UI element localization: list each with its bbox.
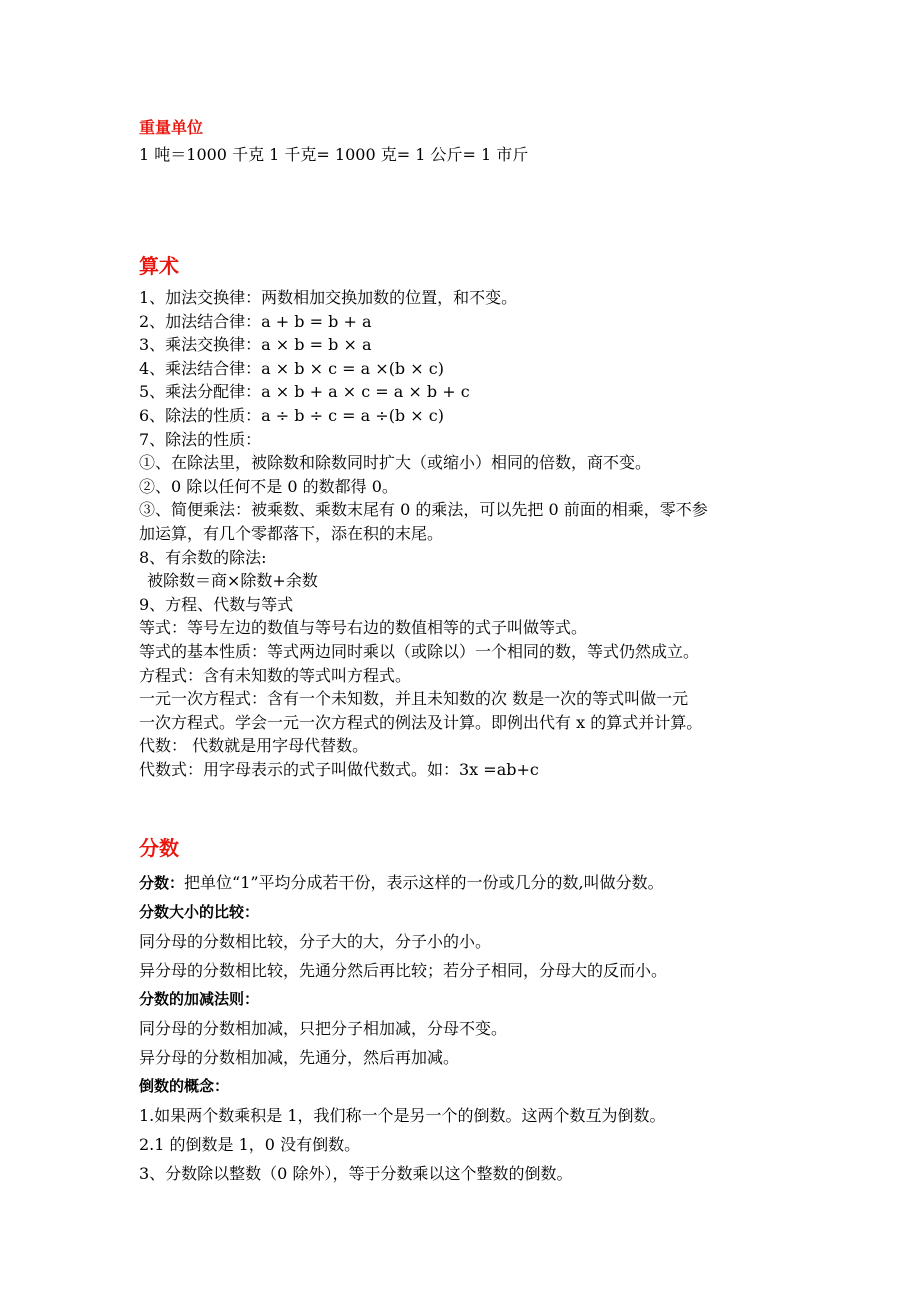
arith-line: 9、方程、代数与等式 (139, 594, 294, 614)
fraction-reciprocal-line: 3、分数除以整数（0 除外），等于分数乘以这个整数的倒数。 (139, 1164, 573, 1183)
fraction-addsub-line: 异分母的分数相加减，先通分，然后再加减。 (139, 1048, 460, 1067)
fraction-reciprocal-line: 1.如果两个数乘积是 1，我们称一个是另一个的倒数。这两个数互为倒数。 (139, 1106, 666, 1125)
arith-line: 1、加法交换律：两数相加交换加数的位置，和不变。 (139, 288, 518, 307)
fraction-compare-heading: 分数大小的比较： (139, 903, 260, 921)
arith-line: ②、0 除以任何不是 0 的数都得 0。 (139, 476, 398, 496)
arith-line: 一次方程式。学会一元一次方程式的例法及计算。即例出代有 x 的算式并计算。 (139, 712, 703, 732)
arith-line: 4、乘法结合律：a × b × c = a ×(b × c) (139, 358, 444, 378)
fraction-compare-line: 异分母的分数相比较，先通分然后再比较；若分子相同，分母大的反而小。 (139, 961, 668, 980)
fraction-def-text: 把单位“1”平均分成若干份，表示这样的一份或几分的数,叫做分数。 (184, 873, 664, 892)
arith-line: ③、简便乘法：被乘数、乘数末尾有 0 的乘法，可以先把 0 前面的相乘，零不参 (139, 500, 708, 520)
fraction-addsub-line: 同分母的分数相加减，只把分子相加减，分母不变。 (139, 1019, 508, 1038)
arith-line: 3、乘法交换律：a × b = b × a (139, 335, 372, 355)
arith-line: 7、除法的性质： (139, 429, 262, 449)
fraction-heading: 分数 (139, 836, 179, 860)
fraction-addsub-heading: 分数的加减法则： (139, 990, 260, 1008)
arith-line: 代数： 代数就是用字母代替数。 (139, 736, 369, 756)
arith-line: 方程式：含有未知数的等式叫方程式。 (139, 665, 412, 685)
fraction-def-label: 分数： (139, 874, 185, 892)
weight-line: 1 吨＝1000 千克 1 千克= 1000 克= 1 公斤= 1 市斤 (139, 145, 529, 164)
arith-heading: 算术 (139, 254, 179, 278)
arith-line: 加运算，有几个零都落下，添在积的末尾。 (139, 523, 444, 543)
arith-list (139, 286, 708, 781)
arith-line: 代数式：用字母表示的式子叫做代数式。如：3x =ab+c (139, 759, 539, 779)
arith-line: 8、有余数的除法: (139, 547, 267, 567)
fraction-list (139, 868, 667, 1188)
arith-line: 等式的基本性质：等式两边同时乘以（或除以）一个相同的数，等式仍然成立。 (139, 641, 700, 661)
arith-line: 2、加法结合律：a + b = b + a (139, 311, 372, 331)
arith-line: 6、除法的性质：a ÷ b ÷ c = a ÷(b × c) (139, 405, 444, 425)
arith-line: 被除数＝商×除数+余数 (147, 571, 318, 591)
fraction-compare-line: 同分母的分数相比较，分子大的大，分子小的小。 (139, 932, 492, 951)
fraction-definition (139, 868, 667, 898)
fraction-reciprocal-line: 2.1 的倒数是 1，0 没有倒数。 (139, 1135, 361, 1154)
weight-heading: 重量单位 (139, 118, 204, 137)
arith-line: 一元一次方程式：含有一个未知数，并且未知数的次 数是一次的等式叫做一元 (139, 689, 689, 709)
arith-line: 5、乘法分配律：a × b + a × c = a × b + c (139, 382, 470, 402)
fraction-reciprocal-heading: 倒数的概念： (139, 1077, 230, 1095)
arith-line: ①、在除法里，被除数和除数同时扩大（或缩小）相同的倍数，商不变。 (139, 453, 652, 473)
arith-line: 等式：等号左边的数值与等号右边的数值相等的式子叫做等式。 (139, 618, 588, 638)
